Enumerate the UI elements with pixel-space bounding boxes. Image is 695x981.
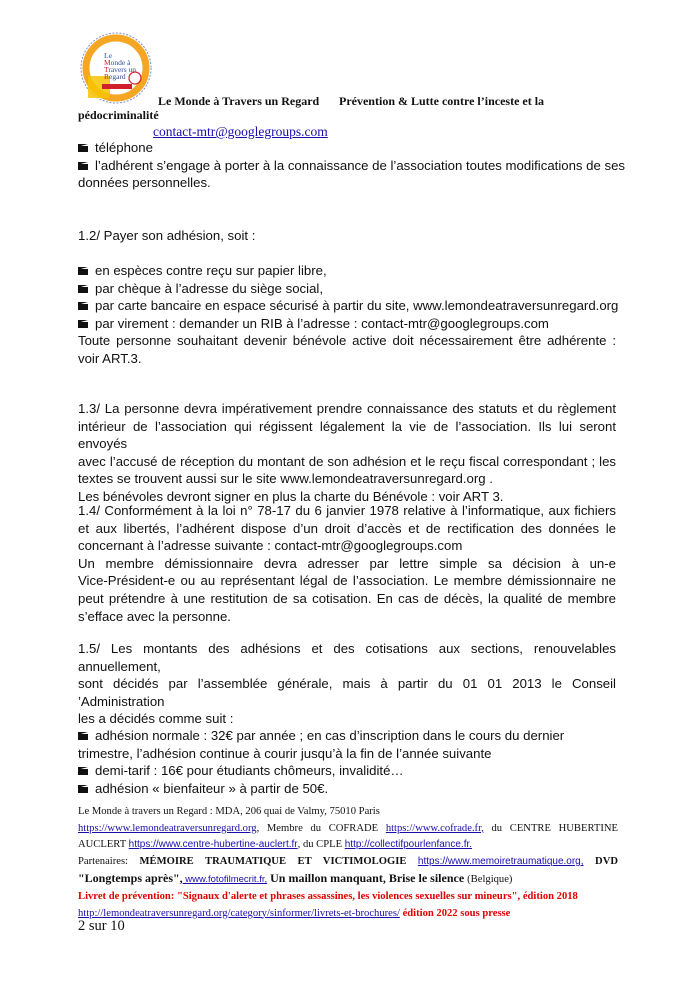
page-number: 2 sur 10 [78,918,125,934]
list-item: par virement : demander un RIB à l’adresse : contact-mtr@googlegroups.com [78,315,616,333]
section-1-4: 1.4/ Conformément à la loi n° 78-17 du 6 janvier 1978 relative à l’informatique, aux fichiers et aux libertés, l’adhérent dispose d’un droit d’accès et de rectification des données le concernant à l’adresse suivante : contact-mtr@googlegroups.com Un membre démissionnaire devra adresser par lettre simple sa décision à un-e Vice-Président-e ou au représentant légal de l’association. Le membre démissionnaire ne peut prétendre à une restitution de sa cotisation. En cas de décès, la qualité de membre s’efface avec la personne. [78,503,616,624]
bullet-icon [78,285,88,293]
org-name: Le Monde à Travers un Regard [158,94,320,108]
booklet-link[interactable]: http://lemondeatraversunregard.org/category/sinformer/livrets-et-brochures/ [78,907,400,919]
bullet-icon [78,732,88,740]
list-item-cont: trimestre, l’adhésion continue à courir jusqu’à la fin de l’année suivante [78,745,492,761]
section-1-5: 1.5/ Les montants des adhésions et des cotisations aux sections, renouvelables annuellement, sont décidés par l’assemblée générale, mais à partir du 01 01 2013 le Conseil ’Administration les a décidés comme suit : [78,641,616,727]
footer-address: Le Monde à travers un Regard : MDA, 206 quai de Valmy, 75010 Paris [78,806,380,817]
section-title: 1.2/ Payer son adhésion, soit : [78,228,256,243]
document-footer: Le Monde à travers un Regard : MDA, 206 quai de Valmy, 75010 Paris https://www.lemondeatraversunregard.org, Membre du COFRADE https://www.cofrade.fr, du CENTRE HUBERTINE AUCLERT https://www.centre-hubertine-auclert.fr, du CPLE http://collectifpourlenfance.fr. Partenaires: MÉMOIRE TRAUMATIQUE ET VICTIMOLOGIE https://www.memoiretraumatique.org, DVD "Longtemps après", www.fotofilmecrit.fr, Un maillon manquant, Brise le silence (Belgique) Livret de prévention: "Signaux d'alerte et phrases assassines, les violences sexuelles sur mineurs", édition 2018 http://lemondeatraversunregard.org/category/sinformer/livrets-et-brochures/ édition 2022 sous presse [78,806,619,919]
svg-text:Travers un: Travers un [104,65,137,74]
list-item: par carte bancaire en espace sécurisé à partir du site, www.lemondeatraversunregard.org [78,297,616,315]
bullet-icon [78,302,88,310]
list-item: adhésion normale : 32€ par année ; en cas d’inscription dans le cours du dernier [78,727,616,745]
svg-text:Monde à: Monde à [104,58,131,67]
list-item: adhésion « bienfaiteur » à partir de 50€. [78,780,616,798]
list-item: par chèque à l’adresse du siège social, [78,280,616,298]
org-tagline-cont: pédocriminalité [78,108,159,122]
site-link[interactable]: https://www.lemondeatraversunregard.org [78,822,257,834]
association-logo-icon [78,32,154,104]
section-1-3: 1.3/ La personne devra impérativement prendre connaissance des statuts et du règlement intérieur de l’association qui régissent légalement la vie de l’association. Ils lui seront envoyés avec l’accusé de réception du montant de son adhésion et le reçu fiscal correspondant ; les textes se trouvent aussi sur le site www.lemondeatraversunregard.org . Les bénévoles devront signer en plus la charte du Bénévole : voir ART 3. [78,401,616,504]
footer-affiliations: https://www.lemondeatraversunregard.org, Membre du COFRADE https://www.cofrade.fr, du CENTRE HUBERTINE [78,822,619,834]
list-item: demi-tarif : 16€ pour étudiants chômeurs, invalidité… [78,762,616,780]
list-item: en espèces contre reçu sur papier libre, [78,262,616,280]
svg-text:Regard: Regard [104,72,126,81]
bullet-icon [78,144,88,152]
cofrade-link[interactable]: https://www.cofrade.fr, [385,822,484,834]
footer-partners: Partenaires: MÉMOIRE TRAUMATIQUE ET VICTIMOLOGIE https://www.memoiretraumatique.org, DVD [78,855,618,867]
payment-methods [78,262,619,368]
footer-booklet: Livret de prévention: "Signaux d'alerte et phrases assassines, les violences sexuelles sur mineurs", édition 2018 [78,890,578,902]
section-1-2 [78,227,616,245]
cple-link[interactable]: http://collectifpourlenfance.fr. [344,839,473,851]
hubertine-link[interactable]: https://www.centre-hubertine-auclert.fr [128,839,298,851]
bullet-icon [78,320,88,328]
bullet-icon [78,162,88,170]
list-item: téléphone [78,139,616,157]
list-item-cont: données personnelles. [78,175,211,191]
memoire-link[interactable]: https://www.memoiretraumatique.org, [417,855,584,867]
svg-text:Le: Le [104,51,112,60]
bullet-icon [78,267,88,275]
volunteer-note: Toute personne souhaitant devenir bénévole active doit nécessairement être adhérente : [78,333,616,349]
fotofilm-link[interactable]: www.fotofilmecrit.fr, [182,874,268,886]
bullet-icon [78,785,88,793]
volunteer-note-cont: voir ART.3. [78,350,142,366]
org-tagline: Prévention & Lutte contre l’inceste et la [339,94,545,108]
bullet-icon [78,767,88,775]
fee-list [78,727,616,797]
header-email-link[interactable]: contact-mtr@googlegroups.com [153,124,328,139]
intro-bullets [78,139,626,192]
list-item: l’adhérent s’engage à porter à la connaissance de l’association toutes modifications de ses [78,157,616,175]
